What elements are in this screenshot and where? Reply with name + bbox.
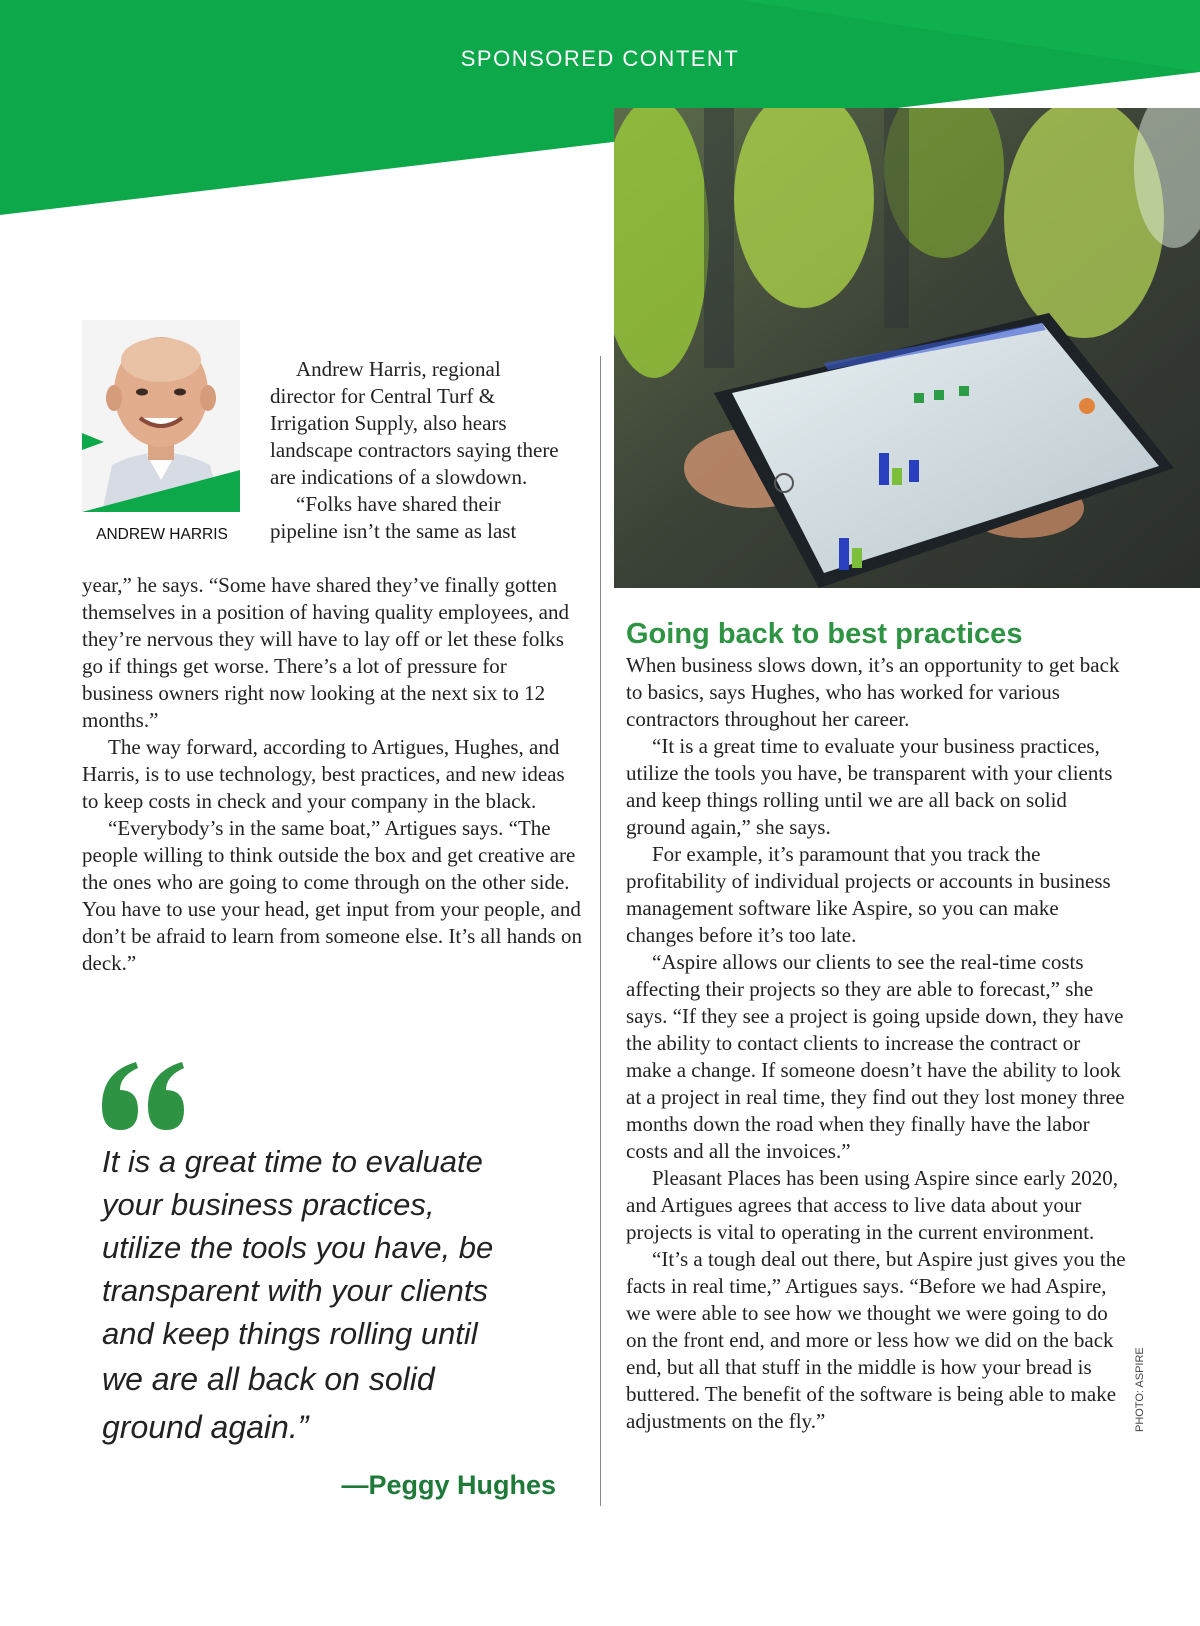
pull-quote-line: your business practices,: [102, 1187, 435, 1222]
paragraph: Pleasant Places has been using Aspire since early 2020, and Artigues agrees that access to live data about your projects is vital to operating in the current environment.: [626, 1166, 1118, 1244]
paragraph: “Aspire allows our clients to see the real-time costs affecting their projects so they are able to forecast,” she says. “If they see a project is going upside down, they have the ability to contact clients to increase the contract or make a change. If someone doesn’t have the ability to look at a project in real time, they find out they lost money three months down the road when they finally have the labor costs and all the invoices.”: [626, 950, 1125, 1163]
paragraph: The way forward, according to Artigues, Hughes, and Harris, is to use technology, best practices, and new ideas to keep costs in check and your company in the black.: [82, 735, 565, 813]
column-divider: [600, 356, 601, 1506]
tablet-photo: [614, 108, 1200, 588]
paragraph: For example, it’s paramount that you track the profitability of individual projects or accounts in business management software like Aspire, so you can make changes before it’s too late.: [626, 842, 1111, 947]
headshot-caption: ANDREW HARRIS: [96, 526, 228, 543]
paragraph: “Folks have shared their pipeline isn’t the same as last: [270, 492, 517, 543]
left-column-intro: [270, 356, 570, 545]
paragraph: Andrew Harris, regional director for Central Turf & Irrigation Supply, also hears landscape contractors saying there are indications of a slowdown.: [270, 357, 559, 489]
pull-quote-line: utilize the tools you have, be: [102, 1230, 494, 1265]
quote-attribution: —Peggy Hughes: [341, 1470, 556, 1500]
sponsored-content-label: SPONSORED CONTENT: [460, 46, 740, 71]
paragraph: “It’s a tough deal out there, but Aspire just gives you the facts in real time,” Artigues says. “Before we had Aspire, we were able to see how we thought we were going to do on the front end, and more or less how we did on the back end, but all that stuff in the middle is how your bread is buttered. The benefit of the software is being able to make adjustments on the fly.”: [626, 1247, 1126, 1433]
pull-quote-line: and keep things rolling until: [102, 1316, 478, 1351]
pull-quote-line: ground again.”: [102, 1409, 309, 1445]
pull-quote-line: It is a great time to evaluate: [102, 1144, 483, 1179]
pull-quote-line: we are all back on solid: [102, 1361, 435, 1397]
right-column-body: [626, 652, 1126, 1435]
pull-quote-line: transparent with your clients: [102, 1273, 488, 1308]
quotation-mark-icon: [98, 1060, 188, 1132]
paragraph: year,” he says. “Some have shared they’ve finally gotten themselves in a position of having quality employees, and they’re nervous they will have to lay off or let these folks go if things get worse. There’s a lot of pressure for business owners right now looking at the next six to 12 months.”: [82, 573, 569, 732]
pull-quote: [102, 1140, 562, 1451]
section-heading: Going back to best practices: [626, 618, 1023, 650]
photo-credit: PHOTO: ASPIRE: [1134, 1347, 1146, 1432]
paragraph: When business slows down, it’s an opportunity to get back to basics, says Hughes, who has worked for various contractors throughout her career.: [626, 653, 1120, 731]
paragraph: “Everybody’s in the same boat,” Artigues says. “The people willing to think outside the box and get creative are the ones who are going to come through on the other side. You have to use your head, get input from your people, and don’t be afraid to learn from someone else. It’s all hands on deck.”: [82, 816, 582, 975]
left-column-body: [82, 572, 582, 977]
paragraph: “It is a great time to evaluate your business practices, utilize the tools you have, be transparent with your clients and keep things rolling until we are all back on solid ground again,” she says.: [626, 734, 1113, 839]
andrew-harris-headshot: [82, 320, 240, 512]
